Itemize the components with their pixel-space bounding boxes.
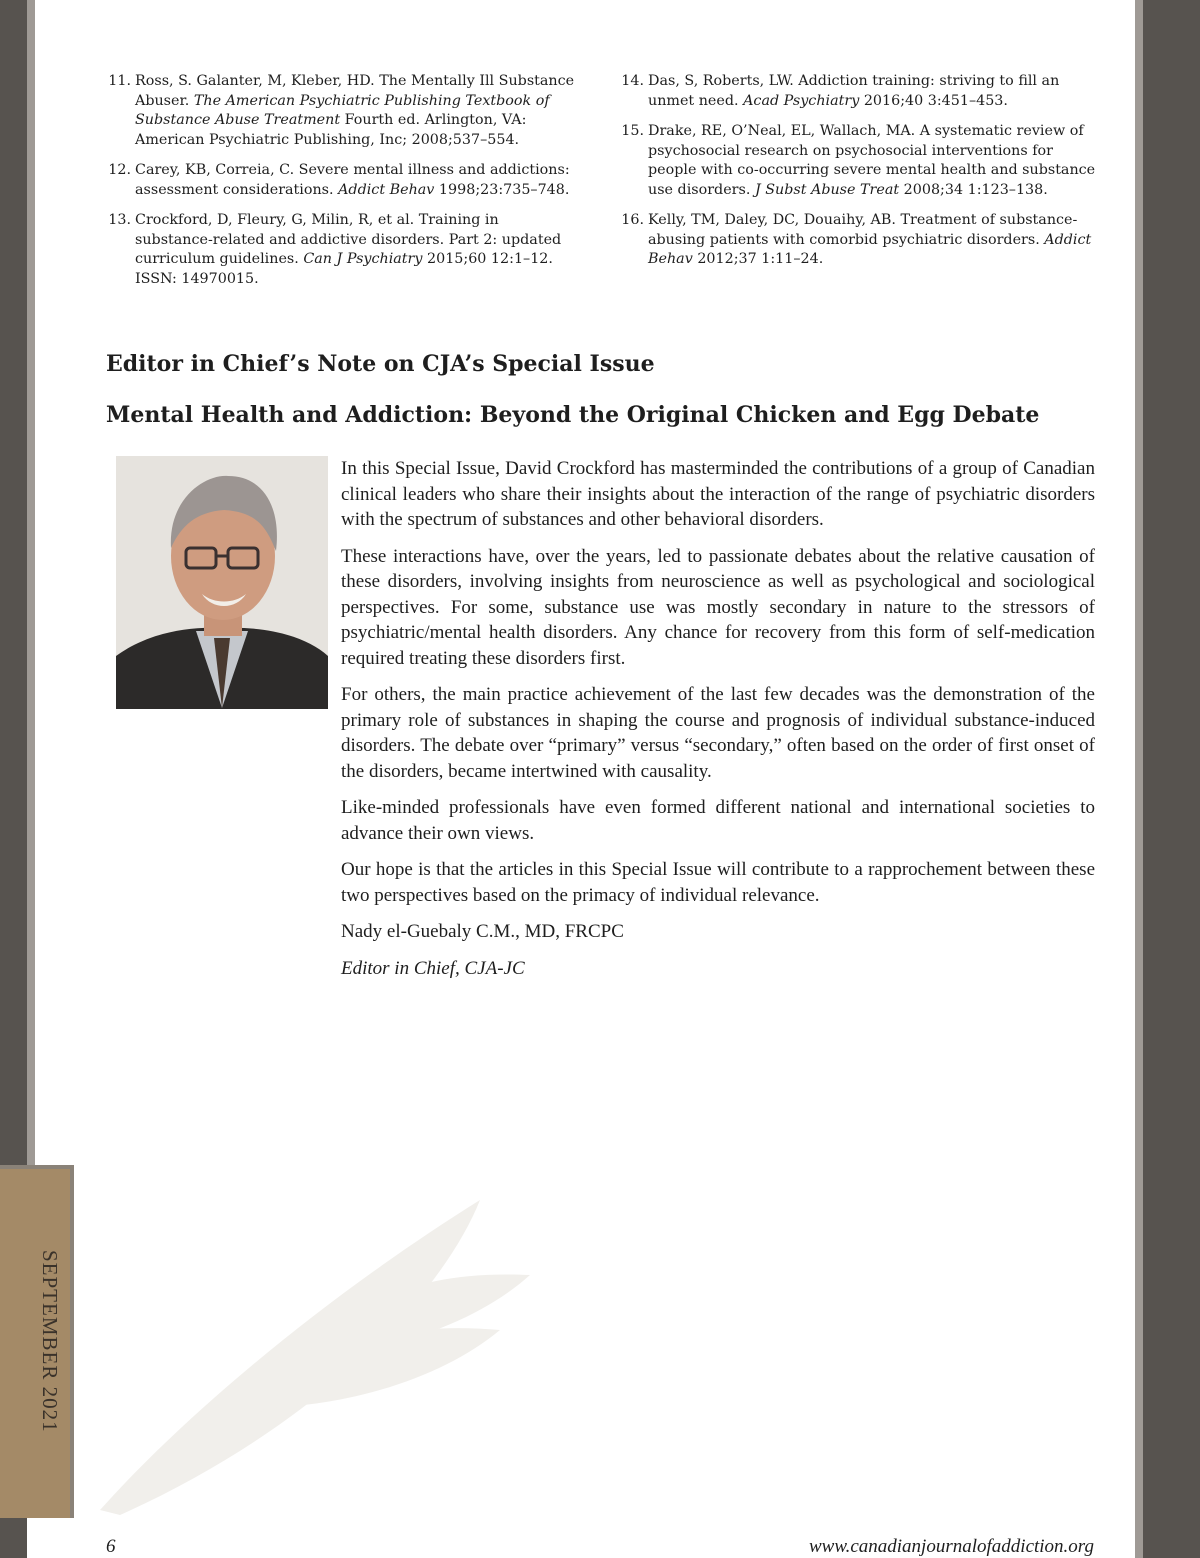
reference-source: J Subst Abuse Treat — [754, 181, 900, 198]
reference-text: Drake, RE, O’Neal, EL, Wallach, MA. A systematic review of psychosocial research on psychosocial interventions for people with co-occurring severe mental health and substance use disorders. — [648, 123, 1096, 198]
reference-number: 13. — [108, 212, 131, 228]
reference-details: 2008;34 1:123–138. — [899, 181, 1048, 198]
article-paragraph: Like-minded professionals have even formed different national and international societies to advance their own views. — [341, 797, 1095, 844]
reference-item — [107, 72, 577, 150]
reference-item — [620, 211, 1100, 270]
article-paragraph: Our hope is that the articles in this Special Issue will contribute to a rapprochement between these two perspectives based on the primacy of individual relevance. — [341, 859, 1095, 906]
reference-item — [107, 211, 577, 289]
reference-number: 16. — [621, 212, 644, 228]
author-role: Editor in Chief, CJA-JC — [341, 957, 525, 979]
reference-number: 14. — [621, 73, 644, 89]
reference-source: Can J Psychiatry — [303, 251, 423, 267]
reference-details: 2015;60 12:1–12. ISSN: 14970015. — [135, 251, 553, 287]
article-paragraph: In this Special Issue, David Crockford has masterminded the contributions of a group of Canadian clinical leaders who share their insights about the interaction of the range of psychiatric disorders with the spectrum of substances and other behavioral disorders. — [341, 458, 1095, 530]
reference-source: Addict Behav — [338, 181, 435, 198]
reference-source: Addict Behav — [648, 231, 1092, 267]
reference-details: 1998;23:735–748. — [434, 181, 570, 198]
reference-number: 15. — [621, 123, 644, 139]
reference-details: 2016;40 3:451–453. — [859, 92, 1008, 109]
reference-text: Das, S, Roberts, LW. Addiction training: striving to fill an unmet need. — [648, 73, 1060, 109]
leaf-watermark-icon — [60, 1180, 580, 1520]
reference-number: 12. — [108, 162, 131, 178]
left-margin-stripe — [27, 0, 35, 1165]
right-margin-band — [1143, 0, 1200, 1558]
article-paragraph: For others, the main practice achievement of the last few decades was the demonstration of the primary role of substances in shaping the course and prognosis of individual substance-induced disorders. The debate over “primary” versus “secondary,” often based on the order of first onset of the disorders, became intertwined with causality. — [341, 684, 1095, 782]
right-margin-stripe — [1135, 0, 1143, 1558]
article-body — [341, 456, 1095, 992]
author-portrait — [116, 456, 328, 709]
reference-details: 2012;37 1:11–24. — [692, 251, 824, 267]
portrait-illustration — [116, 456, 328, 709]
reference-text: Crockford, D, Fleury, G, Milin, R, et al. Training in substance-related and addictive disorders. Part 2: updated curriculum guidelines. — [135, 212, 562, 267]
reference-source: Acad Psychiatry — [743, 92, 860, 109]
page-number: 6 — [106, 1536, 116, 1557]
reference-text: Carey, KB, Correia, C. Severe mental illness and addictions: assessment considerations. — [135, 162, 570, 198]
issue-date-label: SEPTEMBER 2021 — [38, 1250, 62, 1433]
section-heading: Editor in Chief’s Note on CJA’s Special Issue — [106, 351, 655, 377]
reference-item — [620, 122, 1100, 200]
reference-number: 11. — [108, 73, 131, 89]
reference-details: Fourth ed. Arlington, VA: American Psychiatric Publishing, Inc; 2008;537–554. — [135, 112, 527, 148]
reference-item — [620, 72, 1100, 111]
author-signature: Nady el-Guebaly C.M., MD, FRCPC — [341, 921, 624, 942]
article-title: Mental Health and Addiction: Beyond the Original Chicken and Egg Debate — [106, 402, 1040, 428]
reference-source: The American Psychiatric Publishing Textbook of Substance Abuse Treatment — [135, 92, 550, 128]
reference-text: Kelly, TM, Daley, DC, Douaihy, AB. Treatment of substance-abusing patients with comorbid psychiatric disorders. — [648, 212, 1078, 248]
reference-item — [107, 161, 577, 200]
article-paragraph: These interactions have, over the years, led to passionate debates about the relative causation of these disorders, involving insights from neuroscience as well as psychological and sociological perspectives. For some, substance use was mostly secondary in nature to the stressors of psychiatric/mental health disorders. Any chance for recovery from this form of self-medication required treating these disorders first. — [341, 545, 1095, 669]
reference-text: Ross, S. Galanter, M, Kleber, HD. The Mentally Ill Substance Abuser. — [135, 73, 575, 109]
journal-website-link[interactable]: www.canadianjournalofaddiction.org — [808, 1536, 1094, 1557]
references-left-column — [107, 72, 577, 300]
references-right-column — [620, 72, 1100, 281]
